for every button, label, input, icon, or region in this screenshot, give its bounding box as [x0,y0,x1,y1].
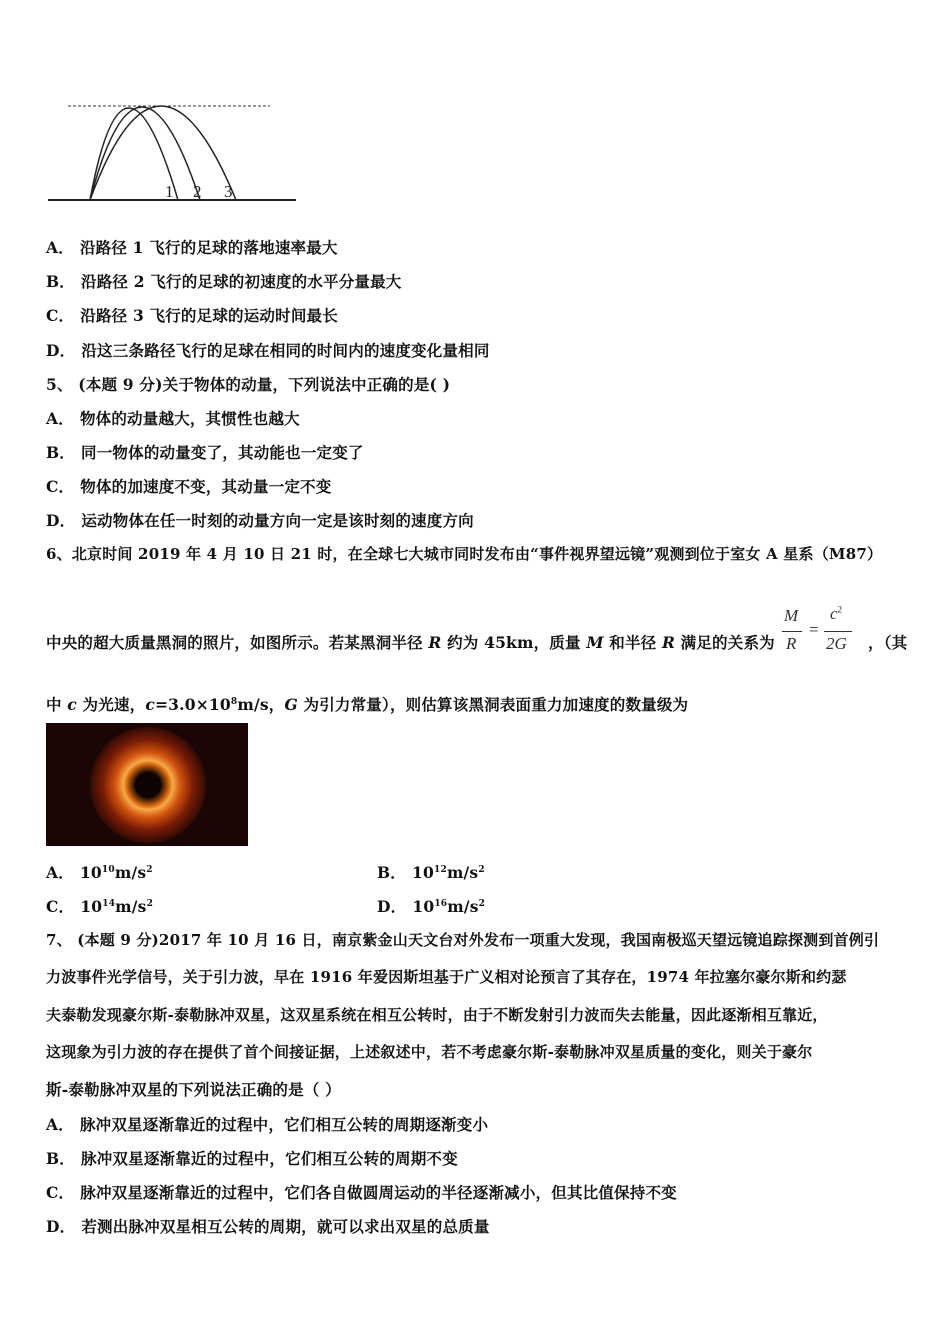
q7-option-c: C． 脉冲双星逐渐靠近的过程中，它们各自做圆周运动的半径逐渐减小，但其比值保持不变 [46,1183,677,1202]
q7-stem-line2: 力波事件光学信号，关于引力波，早在 1916 年爱因斯坦基于广义相对论预言了其存在，1974 年拉塞尔豪尔斯和约瑟 [46,968,847,986]
q4-option-d: D． 沿这三条路径飞行的足球在相同的时间内的速度变化量相同 [46,341,490,360]
q5-option-d: D． 运动物体在任一时刻的动量方向一定是该时刻的速度方向 [46,511,474,530]
q5-option-b: B． 同一物体的动量变了，其动能也一定变了 [46,443,364,462]
q5-option-a: A． 物体的动量越大，其惯性也越大 [46,409,300,428]
q6-option-a: A． $10^{10}m/s^2$ [46,863,153,882]
q7-stem-line4: 这现象为引力波的存在提供了首个间接证据，上述叙述中，若不考虑豪尔斯-泰勒脉冲双星质量的变化，则关于豪尔 [46,1043,813,1061]
black-hole-image [46,723,248,846]
formula-den-right: 2G [826,634,847,653]
q4-option-b: B． 沿路径 2 飞行的足球的初速度的水平分量最大 [46,272,402,291]
q7-stem-line3: 夫泰勒发现豪尔斯-泰勒脉冲双星，这双星系统在相互公转时，由于不断发射引力波而失去能量，因此逐渐相互靠近， [46,1006,828,1024]
q5-stem: 5、 (本题 9 分)关于物体的动量，下列说法中正确的是( ) [46,375,451,394]
path-label-3: 3 [224,182,233,201]
q6-stem-line1: 6、北京时间 2019 年 4 月 10 日 21 时，在全球七大城市同时发布由“事件视界望远镜”观测到位于室女 A 星系（M87） [46,545,883,563]
q6-option-c: C． $10^{14}m/s^2$ [46,897,154,916]
q7-option-d: D． 若测出脉冲双星相互公转的周期，就可以求出双星的总质量 [46,1217,490,1236]
q6-option-d: D． $10^{16}m/s^2$ [377,897,486,916]
q6-stem-line2: 中央的超大质量黑洞的照片，如图所示。若某黑洞半径 R 约为 45km，质量 M 和半径 R 满足的关系为 [46,633,775,652]
q7-stem-line1: 7、 (本题 9 分)2017 年 10 月 16 日，南京紫金山天文台对外发布一项重大发现，我国南极巡天望远镜追踪探测到首例引 [46,931,880,949]
q6-formula [782,606,862,658]
path-label-1: 1 [165,182,174,201]
q7-option-a: A． 脉冲双星逐渐靠近的过程中，它们相互公转的周期逐渐变小 [46,1115,489,1134]
q6-option-b: B． $10^{12}m/s^2$ [377,863,485,882]
formula-den-left: R [786,634,797,653]
q6-stem-line2-end: ，（其 [868,633,908,652]
path-2 [90,107,200,200]
q7-stem-line5: 斯-泰勒脉冲双星的下列说法正确的是（ ） [46,1080,341,1099]
path-label-2: 2 [193,182,202,201]
q6-stem-line3: 中 c 为光速，$c=3.0\times 10^8m/s$，G 为引力常量），则估算该黑洞表面重力加速度的数量级为 [46,695,689,714]
q5-option-c: C． 物体的加速度不变，其动量一定不变 [46,477,332,496]
trajectory-figure [44,96,304,206]
formula-num-left: M [784,606,799,625]
q7-option-b: B． 脉冲双星逐渐靠近的过程中，它们相互公转的周期不变 [46,1149,458,1168]
formula-eq: = [809,620,819,639]
q4-option-c: C． 沿路径 3 飞行的足球的运动时间最长 [46,306,338,325]
formula-num-right: $c^2$ [830,604,843,623]
q4-option-a: A． 沿路径 1 飞行的足球的落地速率最大 [46,238,338,257]
